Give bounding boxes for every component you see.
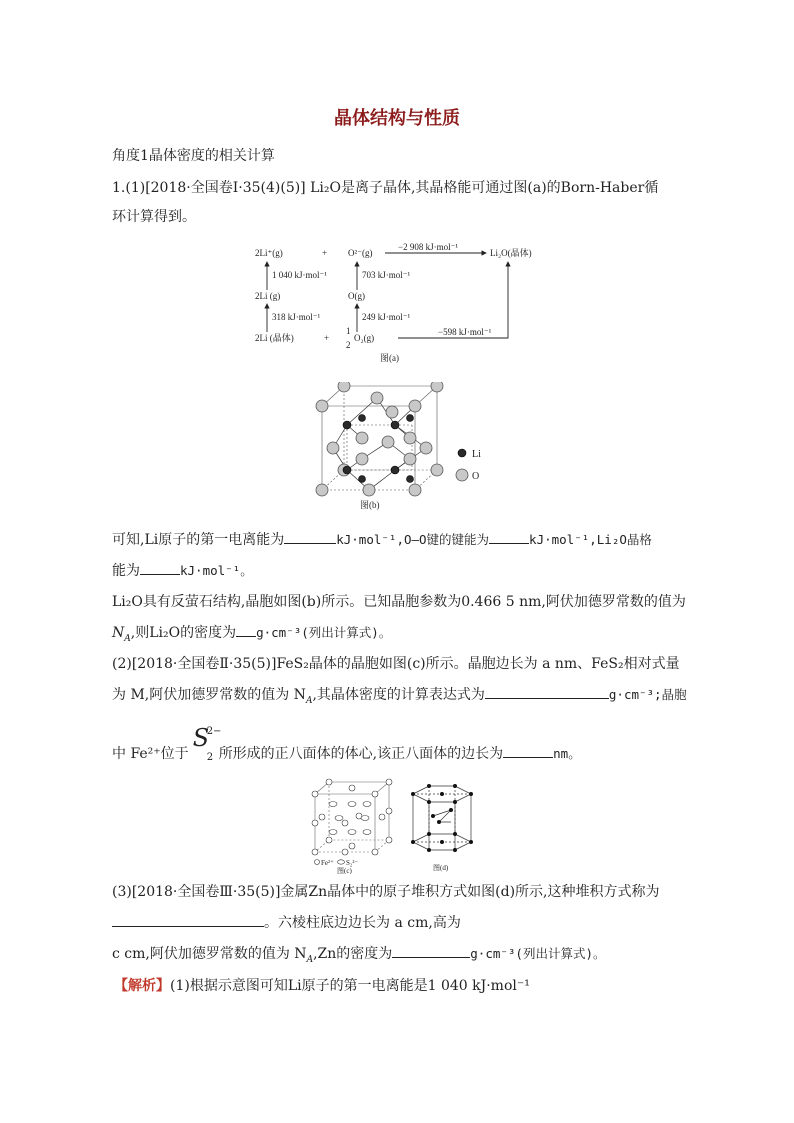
s2-symbol: S bbox=[192, 724, 210, 752]
fc-legend-s: S₂²⁻ bbox=[346, 859, 359, 867]
s2-sup: 2− bbox=[206, 726, 222, 737]
figure-cd bbox=[305, 774, 495, 874]
fa-e1: 1 040 kJ·mol⁻¹ bbox=[272, 270, 327, 280]
q2-text-a: 为 M,阿伏加德罗常数的值为 N bbox=[112, 687, 306, 703]
blank-density[interactable] bbox=[236, 624, 256, 637]
q1-text-e: kJ·mol⁻¹。 bbox=[180, 563, 253, 578]
blank-octahedron-edge[interactable] bbox=[503, 745, 553, 758]
blank-lattice-energy[interactable] bbox=[140, 562, 180, 575]
analysis-text: (1)根据示意图可知Li原子的第一电离能是1 040 kJ·mol⁻¹ bbox=[170, 978, 530, 994]
fb-caption: 图(b) bbox=[360, 500, 380, 510]
analysis-line bbox=[114, 976, 530, 996]
q1-line3 bbox=[112, 530, 652, 550]
analysis-tag: 【解析】 bbox=[114, 978, 170, 994]
q2-text-d: 中 Fe²⁺位于 bbox=[112, 746, 189, 762]
figure-a-born-haber bbox=[250, 240, 550, 365]
q1-text-g: g·cm⁻³(列出计算式)。 bbox=[256, 625, 392, 640]
fd-caption: 图(d) bbox=[433, 864, 449, 872]
blank-zn-density[interactable] bbox=[392, 945, 470, 958]
fc-legend-fe: Fe²⁺ bbox=[321, 859, 334, 867]
fa-r1-o: O²⁻(g) bbox=[348, 248, 373, 258]
q2-line1: (2)[2018·全国卷Ⅱ·35(5)]FeS₂晶体的晶胞如图(c)所示。晶胞边长为 a nm、FeS₂相对式量 bbox=[112, 656, 680, 672]
q3-line1: (3)[2018·全国卷Ⅲ·35(5)]金属Zn晶体中的原子堆积方式如图(d)所示,这种堆积方式称为 bbox=[112, 884, 660, 900]
q3-text-c: ,Zn的密度为 bbox=[313, 946, 393, 962]
q2-line2 bbox=[112, 685, 687, 711]
q3-text-b: c cm,阿伏加德罗常数的值为 N bbox=[112, 946, 307, 962]
q2-text-c: g·cm⁻³;晶胞 bbox=[608, 687, 687, 702]
fa-r3-den: 2 bbox=[346, 340, 351, 350]
fa-r3-plus: + bbox=[324, 333, 330, 343]
q3-na-sub: A bbox=[306, 954, 314, 965]
fa-r3-energy: −598 kJ·mol⁻¹ bbox=[438, 327, 492, 337]
fc-caption: 图(c) bbox=[337, 867, 352, 874]
q3-text-d: g·cm⁻³(列出计算式)。 bbox=[470, 946, 606, 961]
fa-e4: 249 kJ·mol⁻¹ bbox=[362, 312, 411, 322]
fa-r2-o: O(g) bbox=[348, 291, 365, 301]
fa-r1-li: 2Li⁺(g) bbox=[255, 248, 283, 258]
q1-line1: 1.(1)[2018·全国卷Ⅰ·35(4)(5)] Li₂O是离子晶体,其晶格能可通过图(a)的Born-Haber循 bbox=[112, 180, 659, 196]
blank-fes2-density[interactable] bbox=[485, 686, 609, 699]
q1-text-b: kJ·mol⁻¹,O—O键的键能为 bbox=[336, 532, 490, 547]
fa-r3-num: 1 bbox=[346, 326, 351, 336]
q2-line3 bbox=[112, 724, 581, 764]
blank-packing-name[interactable] bbox=[112, 914, 264, 927]
q2-na-sub: A bbox=[305, 695, 313, 706]
figure-b-li2o-cell bbox=[300, 382, 500, 512]
q3-text-a: 。六棱柱底边边长为 a cm,高为 bbox=[264, 915, 461, 931]
q1-na-sub: A bbox=[124, 633, 131, 644]
fa-r3-li: 2Li (晶体) bbox=[255, 333, 294, 343]
q1-line5: Li₂O具有反萤石结构,晶胞如图(b)所示。已知晶胞参数为0.466 5 nm,阿伏加德罗常数的值为 bbox=[112, 594, 686, 610]
fb-legend-o: O bbox=[472, 471, 480, 482]
q1-text-d: 能为 bbox=[112, 563, 140, 579]
fa-r1-product: Li₂O(晶体) bbox=[490, 248, 532, 258]
q3-line3 bbox=[112, 944, 605, 970]
s2-sub: 2 bbox=[206, 752, 214, 763]
q1-text-a: 可知,Li原子的第一电离能为 bbox=[112, 532, 285, 548]
section-heading: 角度1晶体密度的相关计算 bbox=[112, 148, 275, 164]
q1-line2: 环计算得到。 bbox=[112, 209, 196, 225]
q2-text-b: ,其晶体密度的计算表达式为 bbox=[312, 687, 485, 703]
fa-e3: 318 kJ·mol⁻¹ bbox=[272, 312, 321, 322]
fa-r1-plus: + bbox=[322, 248, 328, 258]
q1-line6 bbox=[112, 623, 391, 649]
fa-caption: 图(a) bbox=[380, 353, 399, 363]
q2-text-e: 所形成的正八面体的体心,该正八面体的边长为 bbox=[218, 746, 504, 762]
q3-line2 bbox=[112, 913, 461, 933]
q1-na: N bbox=[112, 625, 125, 641]
q1-text-c: kJ·mol⁻¹,Li₂O晶格 bbox=[529, 532, 652, 547]
fa-e2: 703 kJ·mol⁻¹ bbox=[362, 270, 411, 280]
q2-text-f: nm。 bbox=[553, 746, 581, 761]
q1-text-f: ,则Li₂O的密度为 bbox=[130, 625, 237, 641]
q1-line4 bbox=[112, 561, 253, 581]
s2-formula bbox=[189, 724, 222, 763]
fa-r3-o2: O₂(g) bbox=[354, 333, 375, 343]
page-title: 晶体结构与性质 bbox=[334, 108, 460, 129]
fb-legend-li: Li bbox=[472, 449, 481, 460]
fa-r1-energy: −2 908 kJ·mol⁻¹ bbox=[398, 242, 459, 252]
blank-first-ionization[interactable] bbox=[284, 531, 336, 544]
blank-oo-bond[interactable] bbox=[489, 531, 529, 544]
fa-r2-li: 2Li (g) bbox=[255, 291, 281, 301]
